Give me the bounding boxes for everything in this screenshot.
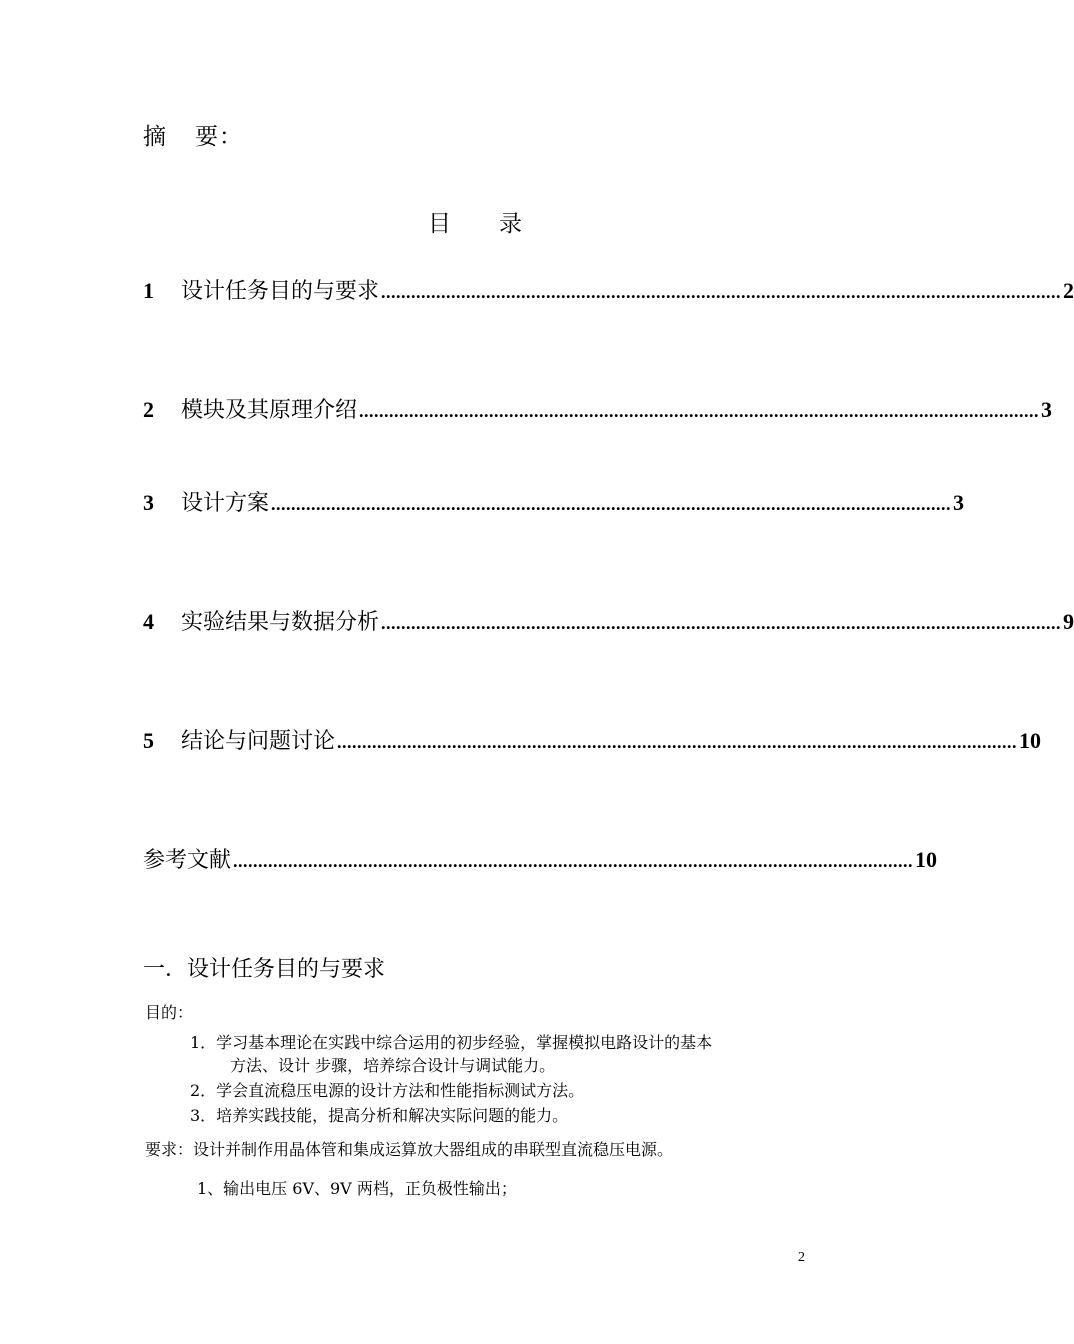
toc-entry-title: 结论与问题讨论 (181, 729, 336, 754)
toc-entry-number: 2 (143, 397, 154, 422)
toc-entry-leader: ........................................................................................................................................ (359, 401, 1040, 421)
requirement-text: 要求：设计并制作用晶体管和集成运算放大器组成的串联型直流稳压电源。 (145, 1140, 674, 1159)
toc-entry[interactable] (143, 605, 1074, 636)
toc-entry-title: 设计任务目的与要求 (181, 279, 380, 304)
toc-entry-number: 3 (143, 490, 154, 515)
purpose-item: 2．学会直流稳压电源的设计方法和性能指标测试方法。 (190, 1081, 585, 1100)
page-number: 2 (798, 1250, 805, 1265)
toc-entry-number: 1 (143, 278, 154, 303)
purpose-label: 目的： (145, 1003, 194, 1022)
toc-entry-page: 2 (1063, 278, 1074, 303)
toc-entry-title: 参考文献 (143, 848, 232, 873)
toc-entry-leader: ........................................................................................................................................ (271, 494, 952, 514)
toc-entry-page: 10 (915, 847, 938, 872)
abstract-label-left: 摘 (143, 124, 167, 150)
abstract-label-right: 要： (195, 124, 243, 150)
purpose-item: 1．学习基本理论在实践中综合运用的初步经验，掌握模拟电路设计的基本 (190, 1033, 713, 1052)
toc-title (0, 205, 950, 238)
toc-entry[interactable] (143, 393, 1053, 424)
section-heading: 一．设计任务目的与要求 (143, 957, 386, 982)
toc-entry-number: 5 (143, 728, 154, 753)
toc-entry-page: 3 (953, 490, 965, 515)
toc-entry-title: 设计方案 (181, 491, 270, 516)
toc-title-right: 录 (499, 211, 522, 237)
toc-entry[interactable] (143, 724, 1042, 755)
toc-entry-number: 4 (143, 609, 154, 634)
toc-entry-page: 10 (1019, 728, 1042, 753)
toc-entry-leader: ........................................................................................................................................ (381, 613, 1062, 633)
requirement-item: 1、输出电压 6V、9V 两档，正负极性输出； (197, 1179, 517, 1198)
toc-entry-page: 3 (1041, 397, 1053, 422)
toc-entry-references[interactable] (143, 843, 938, 874)
toc-entry-title: 模块及其原理介绍 (181, 398, 358, 423)
toc-title-left: 目 (428, 211, 451, 237)
purpose-item: 3．培养实践技能，提高分析和解决实际问题的能力。 (190, 1106, 569, 1125)
toc-entry-leader: ........................................................................................................................................ (381, 282, 1062, 302)
toc-entry-title: 实验结果与数据分析 (181, 610, 380, 635)
toc-entry-leader: ........................................................................................................................................ (337, 732, 1018, 752)
toc-entry[interactable] (143, 274, 1074, 305)
toc-entry[interactable] (143, 486, 965, 517)
toc-entry-page: 9 (1063, 609, 1074, 634)
abstract-label (143, 118, 243, 151)
toc-entry-leader: ........................................................................................................................................ (233, 851, 914, 871)
purpose-item-continued: 方法、设计 步骤，培养综合设计与调试能力。 (230, 1056, 556, 1075)
